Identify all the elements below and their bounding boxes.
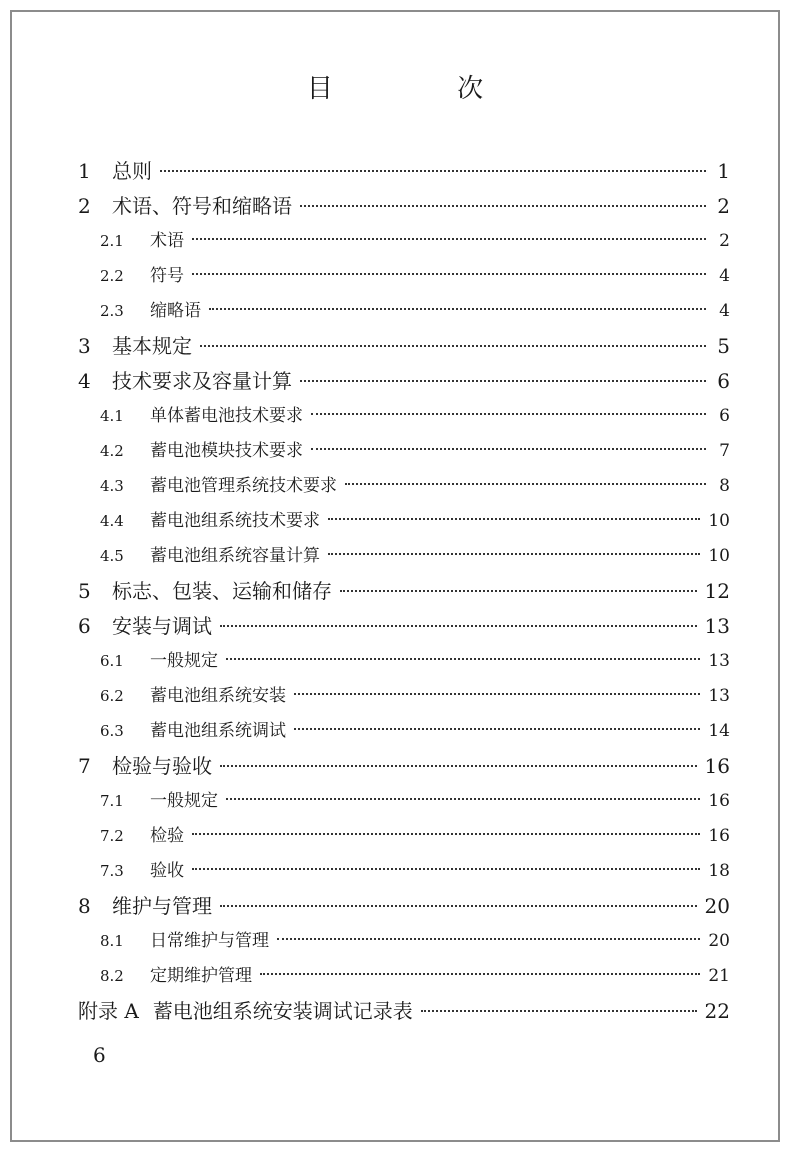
toc-entry-page: 22 [704, 999, 730, 1023]
toc-dot-leader [328, 518, 700, 520]
toc-subsection-entry [78, 539, 730, 574]
toc-subsection-entry [78, 644, 730, 679]
toc-entry-title: 日常维护与管理 [150, 931, 269, 951]
toc-dot-leader [226, 658, 700, 660]
toc-dot-leader [160, 170, 706, 172]
toc-dot-leader [294, 728, 700, 730]
toc-entry-title: 一般规定 [150, 651, 218, 671]
toc-subsection-entry [78, 434, 730, 469]
toc-entry-title: 术语 [150, 231, 184, 251]
toc-entry-title: 蓄电池组系统安装 [150, 686, 286, 706]
toc-entry-title: 标志、包装、运输和储存 [112, 579, 332, 603]
toc-subsection-entry [78, 294, 730, 329]
toc-entry-page: 20 [708, 931, 730, 951]
toc-entry-title: 术语、符号和缩略语 [112, 194, 292, 218]
toc-subsection-entry [78, 819, 730, 854]
toc-section-entry [78, 749, 730, 784]
toc-entry-number: 2.2 [100, 267, 124, 285]
toc-dot-leader [192, 833, 700, 835]
toc-entry-number: 4.3 [100, 477, 124, 495]
toc-entry-number: 4 [78, 369, 91, 393]
toc-dot-leader [311, 413, 706, 415]
toc-entry-page: 13 [708, 686, 730, 706]
toc-entry-number: 5 [78, 579, 91, 603]
toc-section-entry [78, 364, 730, 399]
toc-entry-title: 一般规定 [150, 791, 218, 811]
toc-entry-number: 7.3 [100, 862, 124, 880]
toc-entry-number: 3 [78, 334, 91, 358]
toc-dot-leader [277, 938, 700, 940]
toc-entry-number: 8 [78, 894, 91, 918]
toc-entry-number: 6.1 [100, 652, 124, 670]
toc-entry-page: 13 [704, 614, 730, 638]
toc-dot-leader [192, 273, 706, 275]
toc-section-entry [78, 154, 730, 189]
toc-entry-page: 2 [719, 231, 730, 251]
toc-dot-leader [300, 205, 706, 207]
toc-dot-leader [220, 905, 697, 907]
toc-entry-page: 13 [708, 651, 730, 671]
toc-dot-leader [192, 868, 700, 870]
toc-dot-leader [209, 308, 706, 310]
toc-entry-title: 蓄电池组系统容量计算 [150, 546, 320, 566]
toc-subsection-entry [78, 714, 730, 749]
toc-entry-title: 单体蓄电池技术要求 [150, 406, 303, 426]
toc-entry-page: 4 [719, 266, 730, 286]
toc-entry-number: 1 [78, 159, 91, 183]
toc-entry-title: 蓄电池模块技术要求 [150, 441, 303, 461]
toc-subsection-entry [78, 854, 730, 889]
toc-dot-leader [300, 380, 706, 382]
toc-entry-title: 检验 [150, 826, 184, 846]
toc-entry-page: 6 [717, 369, 730, 393]
toc-entry-number: 2 [78, 194, 91, 218]
toc-dot-leader [200, 345, 706, 347]
toc-dot-leader [421, 1010, 697, 1012]
toc-entry-number: 7.2 [100, 827, 124, 845]
toc-entry-title: 技术要求及容量计算 [112, 369, 292, 393]
toc-entry-page: 10 [708, 546, 730, 566]
toc-entry-page: 18 [708, 861, 730, 881]
toc-entry-page: 1 [717, 159, 730, 183]
toc-entry-number: 4.5 [100, 547, 124, 565]
toc-entry-number: 6.2 [100, 687, 124, 705]
page-title: 目 次 [306, 74, 542, 104]
toc-entry-title: 符号 [150, 266, 184, 286]
toc-entry-page: 20 [704, 894, 730, 918]
toc-entry-title: 基本规定 [112, 334, 192, 358]
toc-entry-page: 6 [719, 406, 730, 426]
toc-entry-page: 16 [704, 754, 730, 778]
toc-subsection-entry [78, 504, 730, 539]
toc-entry-number: 4.4 [100, 512, 124, 530]
toc-entry-number: 2.3 [100, 302, 124, 320]
toc-entry-page: 2 [717, 194, 730, 218]
toc-dot-leader [311, 448, 706, 450]
page-number: 6 [93, 1043, 106, 1067]
toc-subsection-entry [78, 224, 730, 259]
toc-section-entry [78, 329, 730, 364]
toc-entry-title: 缩略语 [150, 301, 201, 321]
toc-section-entry [78, 189, 730, 224]
toc-entry-number: 2.1 [100, 232, 124, 250]
toc-entry-title: 安装与调试 [112, 614, 212, 638]
toc-entry-number: 7 [78, 754, 91, 778]
toc-entry-title: 定期维护管理 [150, 966, 252, 986]
toc-entry-number: 7.1 [100, 792, 124, 810]
toc-dot-leader [328, 553, 700, 555]
toc-entry-page: 16 [708, 791, 730, 811]
toc-section-entry [78, 889, 730, 924]
toc-entry-number: 6.3 [100, 722, 124, 740]
toc-section-entry [78, 574, 730, 609]
toc-dot-leader [294, 693, 700, 695]
toc-entry-title: 维护与管理 [112, 894, 212, 918]
toc-entry-title: 验收 [150, 861, 184, 881]
toc-entry-number: 4.1 [100, 407, 124, 425]
toc-dot-leader [345, 483, 706, 485]
toc-entry-title: 检验与验收 [112, 754, 212, 778]
toc-entry-number: 6 [78, 614, 91, 638]
toc-dot-leader [220, 625, 697, 627]
table-of-contents [78, 154, 730, 1029]
toc-entry-page: 16 [708, 826, 730, 846]
toc-entry-title: 总则 [112, 159, 152, 183]
toc-dot-leader [192, 238, 706, 240]
toc-entry-number: 附录 A [78, 999, 139, 1023]
toc-subsection-entry [78, 399, 730, 434]
toc-dot-leader [260, 973, 700, 975]
toc-entry-page: 5 [717, 334, 730, 358]
toc-entry-number: 4.2 [100, 442, 124, 460]
toc-subsection-entry [78, 959, 730, 994]
toc-entry-page: 12 [704, 579, 730, 603]
toc-entry-number: 8.2 [100, 967, 124, 985]
toc-subsection-entry [78, 924, 730, 959]
toc-entry-title: 蓄电池组系统安装调试记录表 [152, 999, 413, 1023]
toc-entry-page: 7 [719, 441, 730, 461]
toc-entry-title: 蓄电池组系统调试 [150, 721, 286, 741]
toc-entry-title: 蓄电池管理系统技术要求 [150, 476, 337, 496]
toc-entry-page: 21 [708, 966, 730, 986]
toc-subsection-entry [78, 469, 730, 504]
toc-section-entry [78, 609, 730, 644]
toc-dot-leader [226, 798, 700, 800]
toc-entry-page: 10 [708, 511, 730, 531]
toc-subsection-entry [78, 784, 730, 819]
toc-entry-number: 8.1 [100, 932, 124, 950]
toc-section-entry [78, 994, 730, 1029]
toc-entry-page: 4 [719, 301, 730, 321]
toc-entry-page: 14 [708, 721, 730, 741]
toc-subsection-entry [78, 259, 730, 294]
toc-dot-leader [220, 765, 697, 767]
toc-subsection-entry [78, 679, 730, 714]
toc-dot-leader [340, 590, 697, 592]
toc-entry-page: 8 [719, 476, 730, 496]
toc-entry-title: 蓄电池组系统技术要求 [150, 511, 320, 531]
